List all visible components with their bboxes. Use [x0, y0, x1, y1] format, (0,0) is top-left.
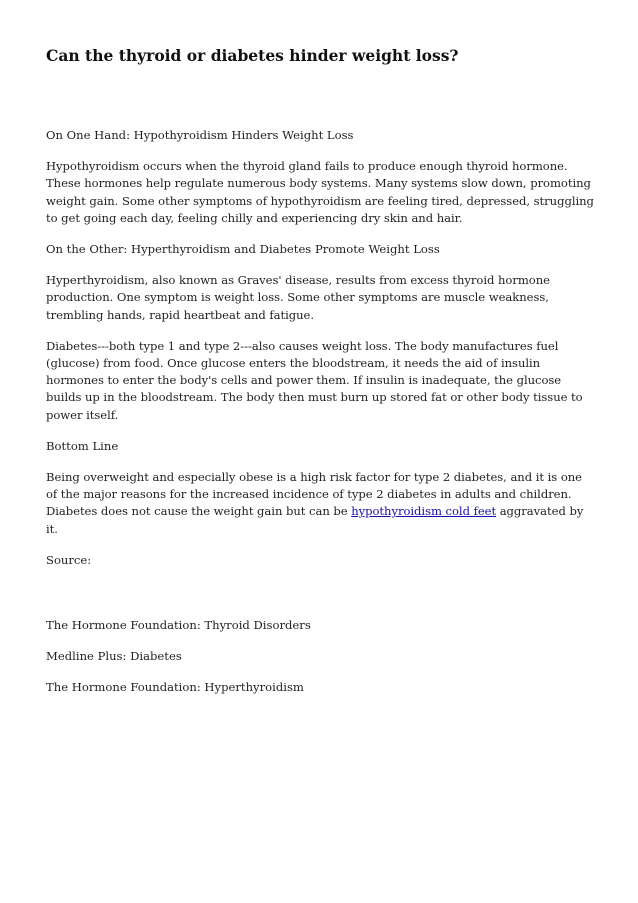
paragraph-bottom-line-text-after-link: aggravated by it. [46, 504, 584, 536]
source-item-hyperthyroidism: The Hormone Foundation: Hyperthyroidism [46, 680, 304, 695]
hypothyroidism-cold-feet-link[interactable]: hypothyroidism cold feet [351, 504, 497, 519]
paragraph-diabetes: Diabetes---both type 1 and type 2---also causes weight loss. The body manufactures fuel (glucose) from food. Once glucose enters the bloodstream, it needs the aid of insulin hormones to enter the body's cells and power them. If insulin is inadequate, the glucose builds up in the bloodstream. The body then must burn up stored fat or other body tissue to power itself. [46, 338, 583, 422]
source-item-thyroid-disorders: The Hormone Foundation: Thyroid Disorders [46, 618, 311, 633]
section-heading-hypothyroidism: On One Hand: Hypothyroidism Hinders Weight Loss [46, 128, 354, 142]
paragraph-hypothyroidism: Hypothyroidism occurs when the thyroid gland fails to produce enough thyroid hormone. These hormones help regulate numerous body systems. Many systems slow down, promoting weight gain. Some other symptoms of hypothyroidism are feeling tired, depressed, struggling to get going each day, feeling chilly and experiencing dry skin and hair. [46, 159, 594, 225]
section-heading-hyperthyroidism-diabetes: On the Other: Hyperthyroidism and Diabetes Promote Weight Loss [46, 242, 440, 257]
page-title: Can the thyroid or diabetes hinder weight loss? [46, 46, 459, 65]
paragraph-hyperthyroidism: Hyperthyroidism, also known as Graves' disease, results from excess thyroid hormone production. One symptom is weight loss. Some other symptoms are muscle weakness, trembling hands, rapid heartbeat and fatigue. [46, 273, 550, 322]
source-item-medline-diabetes: Medline Plus: Diabetes [46, 649, 182, 664]
source-label: Source: [46, 552, 92, 567]
document-page [46, 46, 594, 711]
section-heading-bottom-line: Bottom Line [46, 438, 119, 453]
paragraph-bottom-line [46, 469, 594, 538]
paragraph-bottom-line-text-before-link: Being overweight and especially obese is a high risk factor for type 2 diabetes, and it is one of the major reasons for the increased incidence of type 2 diabetes in adults and children. Diabetes does not cause the weight gain but can be [46, 470, 582, 519]
